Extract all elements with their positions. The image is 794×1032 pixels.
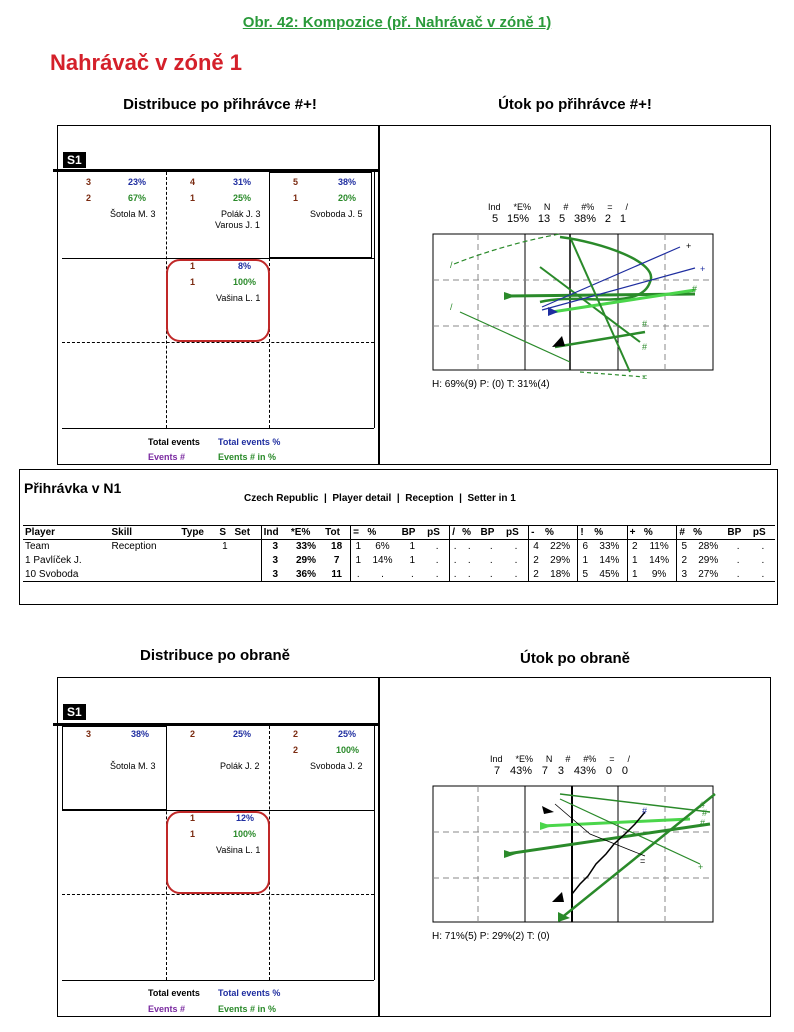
table-cell: 1 bbox=[351, 554, 366, 568]
legend2-total-events-pct: Total events % bbox=[218, 988, 281, 998]
attack2-h-e: *E% bbox=[515, 754, 533, 764]
d2-zone4-players: Šotola M. 3 bbox=[110, 761, 156, 771]
attack-panel-2 bbox=[379, 677, 771, 1017]
attack1-h-ind: Ind bbox=[488, 202, 501, 212]
svg-text:+: + bbox=[698, 862, 704, 872]
table-cell: 11 bbox=[323, 568, 351, 582]
reception-col-header: = bbox=[351, 526, 366, 540]
table-cell: 3 bbox=[261, 554, 289, 568]
table-cell: 11% bbox=[649, 541, 669, 553]
legend-events-num: Events # bbox=[148, 452, 186, 462]
table-cell bbox=[110, 568, 180, 582]
attack2-value-row bbox=[494, 765, 628, 777]
section-title-dist-defense: Distribuce po obraně bbox=[139, 647, 291, 664]
attack2-h-hashpct: #% bbox=[583, 754, 597, 764]
table-cell: Reception bbox=[111, 541, 157, 553]
table-cell: . bbox=[489, 541, 493, 553]
zone4-players: Šotola M. 3 bbox=[110, 209, 156, 219]
table-cell: . bbox=[435, 541, 439, 553]
d2-zone3-players: Polák J. 2 bbox=[220, 761, 260, 771]
reception-col-header: % bbox=[365, 526, 399, 540]
table-cell: 3 bbox=[261, 540, 289, 554]
reception-col-header: - bbox=[529, 526, 543, 540]
court-end-line bbox=[62, 428, 374, 429]
table-cell bbox=[233, 554, 262, 568]
table-cell: . bbox=[365, 568, 399, 582]
table-cell: . bbox=[460, 568, 478, 582]
svg-text:#: # bbox=[642, 806, 648, 816]
reception-header-row bbox=[23, 526, 775, 540]
table-cell: 5 bbox=[677, 540, 691, 554]
d2-zone6-count: 1 bbox=[190, 813, 196, 823]
zone6-count: 1 bbox=[190, 261, 196, 271]
table-cell: . bbox=[761, 555, 765, 566]
table-cell: 2 bbox=[677, 554, 691, 568]
distribution-panel-2 bbox=[57, 677, 379, 1017]
table-cell: Team bbox=[25, 541, 50, 553]
table-cell: 29% bbox=[698, 555, 719, 566]
table-cell: . bbox=[450, 554, 460, 568]
attack1-v-eq: 2 bbox=[604, 213, 611, 225]
table-cell: 33% bbox=[295, 541, 316, 553]
zone3-count2: 1 bbox=[190, 193, 196, 203]
d2-zone4-count: 3 bbox=[86, 729, 92, 739]
attack1-v-e: 15% bbox=[506, 213, 530, 225]
table-cell: . bbox=[751, 568, 775, 582]
attack2-v-eq: 0 bbox=[605, 765, 612, 777]
table-cell: . bbox=[504, 568, 529, 582]
legend2-events-num-pct: Events # in % bbox=[218, 1004, 277, 1014]
table-cell: 9% bbox=[642, 568, 677, 582]
attack1-v-ind: 5 bbox=[492, 213, 499, 225]
table-cell bbox=[179, 568, 217, 582]
attack-panel-1 bbox=[379, 125, 771, 465]
filter-team: Czech Republic bbox=[244, 493, 319, 504]
court-divider-h-2 bbox=[62, 894, 374, 895]
table-cell: 1 bbox=[409, 541, 416, 553]
table-cell: 14% bbox=[649, 555, 670, 566]
zone6-players: Vašina L. 1 bbox=[216, 293, 261, 303]
filter-skill: Reception bbox=[405, 493, 454, 504]
table-cell: 3 bbox=[677, 568, 691, 582]
reception-col-header: BP bbox=[400, 526, 426, 540]
svg-text:=: = bbox=[640, 856, 646, 866]
d2-zone3-count: 2 bbox=[190, 729, 196, 739]
attack2-footer: H: 71%(5) P: 29%(2) T: (0) bbox=[432, 931, 550, 942]
zone4-pct2: 67% bbox=[128, 193, 147, 203]
court-end-line-2 bbox=[62, 980, 374, 981]
table-cell: 10 Svoboda bbox=[23, 568, 110, 582]
reception-col-header: Type bbox=[179, 526, 217, 540]
table-cell bbox=[217, 568, 232, 582]
attack1-h-slash: / bbox=[625, 202, 628, 212]
reception-col-header: / bbox=[450, 526, 460, 540]
table-cell: 2 bbox=[529, 568, 543, 582]
reception-col-header: ! bbox=[578, 526, 592, 540]
attack2-v-ind: 7 bbox=[494, 765, 501, 777]
table-cell: . bbox=[435, 555, 439, 566]
reception-col-header: Tot bbox=[323, 526, 351, 540]
d2-zone6-pct: 12% bbox=[236, 813, 255, 823]
reception-table bbox=[23, 525, 775, 582]
attack1-v-hashpct: 38% bbox=[573, 213, 596, 225]
reception-col-header: % bbox=[642, 526, 677, 540]
table-cell: . bbox=[736, 555, 740, 566]
table-cell: 2 bbox=[627, 540, 642, 554]
attack2-v-slash: 0 bbox=[621, 765, 628, 777]
table-cell: . bbox=[489, 555, 493, 566]
court-side-line-2 bbox=[374, 726, 375, 980]
table-cell: 14% bbox=[372, 555, 393, 566]
d2-zone4-pct: 38% bbox=[131, 729, 150, 739]
attack1-h-e: *E% bbox=[513, 202, 531, 212]
d2-zone2-pct: 25% bbox=[338, 729, 357, 739]
reception-col-header: BP bbox=[725, 526, 751, 540]
table-cell: 1 bbox=[351, 540, 366, 554]
section-title-attack-defense: Útok po obraně bbox=[519, 650, 630, 667]
d2-zone2-players: Svoboda J. 2 bbox=[310, 761, 363, 771]
table-cell bbox=[179, 540, 217, 554]
attack1-header-row bbox=[488, 202, 628, 212]
svg-text:#: # bbox=[700, 800, 706, 810]
table-cell: 18 bbox=[331, 541, 343, 553]
table-cell: 6% bbox=[375, 541, 390, 553]
zone2-pct2: 20% bbox=[338, 193, 357, 203]
reception-col-header: % bbox=[460, 526, 478, 540]
table-cell: . bbox=[761, 541, 765, 553]
zone2-count: 5 bbox=[293, 177, 299, 187]
table-cell: . bbox=[514, 541, 518, 553]
reception-col-header: pS bbox=[751, 526, 775, 540]
reception-col-header: # bbox=[677, 526, 691, 540]
table-cell: 1 bbox=[627, 568, 642, 582]
table-cell bbox=[217, 554, 232, 568]
reception-col-header: *E% bbox=[289, 526, 323, 540]
table-cell: 36% bbox=[289, 568, 323, 582]
attack1-footer: H: 69%(9) P: (0) T: 31%(4) bbox=[432, 379, 550, 390]
reception-col-header: Player bbox=[23, 526, 110, 540]
zone3-pct2: 25% bbox=[233, 193, 252, 203]
svg-text:/: / bbox=[450, 302, 453, 312]
table-cell: 4 bbox=[529, 540, 543, 554]
zone2-pct: 38% bbox=[338, 177, 357, 187]
d2-zone3-pct: 25% bbox=[233, 729, 252, 739]
table-cell: 28% bbox=[698, 541, 719, 553]
attack2-h-n: N bbox=[545, 754, 553, 764]
attack1-h-hash: # bbox=[563, 202, 569, 212]
attack2-v-e: 43% bbox=[510, 765, 533, 777]
table-cell: 6 bbox=[578, 540, 592, 554]
table-cell bbox=[233, 568, 262, 582]
reception-col-header: BP bbox=[478, 526, 504, 540]
attack2-h-eq: = bbox=[609, 754, 615, 764]
legend-events-num-pct: Events # in % bbox=[218, 452, 277, 462]
reception-report bbox=[19, 469, 778, 605]
section-title-dist-setter: Distribuce po přihrávce #+! bbox=[123, 96, 317, 113]
zone4-count: 3 bbox=[86, 177, 92, 187]
table-cell: . bbox=[467, 555, 471, 566]
svg-text:+: + bbox=[700, 264, 706, 274]
table-cell: . bbox=[425, 568, 450, 582]
attack1-v-n: 13 bbox=[537, 213, 551, 225]
zone2-count2: 1 bbox=[293, 193, 299, 203]
legend2-total-events: Total events bbox=[148, 988, 200, 998]
table-cell bbox=[179, 554, 217, 568]
zone3-players2: Varous J. 1 bbox=[215, 220, 260, 230]
page-heading: Nahrávač v zóně 1 bbox=[50, 50, 242, 75]
attack2-h-slash: / bbox=[627, 754, 630, 764]
attack2-v-n: 7 bbox=[541, 765, 549, 777]
reception-col-header: Set bbox=[233, 526, 262, 540]
reception-col-header: pS bbox=[504, 526, 529, 540]
reception-col-header: % bbox=[691, 526, 725, 540]
svg-text:/: / bbox=[450, 260, 453, 270]
attack1-court-diagram bbox=[430, 232, 750, 387]
table-cell: 1 bbox=[627, 554, 642, 568]
legend-total-events: Total events bbox=[148, 437, 200, 447]
court-divider-h bbox=[62, 342, 374, 343]
attack1-v-hash: 5 bbox=[558, 213, 566, 225]
svg-text:=: = bbox=[642, 372, 648, 382]
table-cell: . bbox=[400, 568, 426, 582]
table-cell: 18% bbox=[543, 568, 578, 582]
table-cell: . bbox=[450, 568, 460, 582]
svg-text:#: # bbox=[692, 284, 698, 294]
svg-text:#: # bbox=[642, 342, 648, 352]
table-cell: 27% bbox=[691, 568, 725, 582]
zone2-players: Svoboda J. 5 bbox=[310, 209, 363, 219]
section-title-attack-setter: Útok po přihrávce #+! bbox=[498, 96, 652, 113]
svg-text:#: # bbox=[700, 818, 706, 828]
attack1-h-n: N bbox=[543, 202, 551, 212]
table-cell: . bbox=[351, 568, 366, 582]
table-cell: 5 bbox=[578, 568, 592, 582]
zone4-pct: 23% bbox=[128, 177, 147, 187]
zone6-pct2: 100% bbox=[233, 277, 257, 287]
s1-label-2: S1 bbox=[63, 704, 86, 720]
attack2-v-hash: 3 bbox=[557, 765, 565, 777]
zone3-players: Polák J. 3 bbox=[221, 209, 261, 219]
zone4-count2: 2 bbox=[86, 193, 92, 203]
table-row bbox=[23, 568, 775, 582]
zone3-pct: 31% bbox=[233, 177, 252, 187]
figure-caption: Obr. 42: Kompozice (př. Nahrávač v zóně 1) bbox=[242, 14, 552, 31]
table-row bbox=[23, 540, 775, 554]
reception-col-header: Ind bbox=[261, 526, 289, 540]
table-cell: 1 bbox=[578, 554, 592, 568]
d2-zone6-pct2: 100% bbox=[233, 829, 257, 839]
attack1-h-hashpct: #% bbox=[581, 202, 595, 212]
table-cell: 22% bbox=[550, 541, 571, 553]
attack2-court-diagram bbox=[430, 784, 750, 934]
table-cell: . bbox=[514, 555, 518, 566]
d2-zone2-count: 2 bbox=[293, 729, 299, 739]
table-cell: . bbox=[450, 540, 460, 554]
d2-zone2-pct2: 100% bbox=[336, 745, 360, 755]
reception-title: Přihrávka v N1 bbox=[24, 480, 122, 496]
d2-zone2-count2: 2 bbox=[293, 745, 299, 755]
d2-zone6-players: Vašina L. 1 bbox=[216, 845, 261, 855]
reception-col-header: % bbox=[543, 526, 578, 540]
attack2-header-row bbox=[490, 754, 630, 764]
attack2-h-ind: Ind bbox=[490, 754, 503, 764]
attack2-v-hashpct: 43% bbox=[573, 765, 596, 777]
reception-col-header: % bbox=[592, 526, 627, 540]
filter-detail: Player detail bbox=[332, 493, 392, 504]
table-cell: 1 bbox=[409, 555, 416, 566]
svg-text:+: + bbox=[686, 241, 692, 251]
table-cell: . bbox=[725, 568, 751, 582]
zone6-pct: 8% bbox=[238, 261, 252, 271]
table-cell: 29% bbox=[550, 555, 571, 566]
d2-zone6-count2: 1 bbox=[190, 829, 196, 839]
table-cell: . bbox=[467, 541, 471, 553]
reception-col-header: S bbox=[217, 526, 232, 540]
table-cell: 33% bbox=[599, 541, 620, 553]
table-cell: 3 bbox=[261, 568, 289, 582]
reception-col-header: + bbox=[627, 526, 642, 540]
table-row bbox=[23, 554, 775, 568]
court-side-line bbox=[374, 172, 375, 428]
table-cell: . bbox=[736, 541, 740, 553]
reception-col-header: pS bbox=[425, 526, 450, 540]
filter-setter: Setter in 1 bbox=[467, 493, 516, 504]
legend-total-events-pct: Total events % bbox=[218, 437, 281, 447]
table-cell bbox=[233, 540, 262, 554]
svg-text:#: # bbox=[702, 808, 708, 818]
table-cell: 14% bbox=[599, 555, 620, 566]
distribution-panel-1 bbox=[57, 125, 379, 465]
attack2-h-hash: # bbox=[565, 754, 571, 764]
table-cell: 7 bbox=[333, 555, 340, 566]
zone6-count2: 1 bbox=[190, 277, 196, 287]
table-cell: . bbox=[478, 568, 504, 582]
legend2-events-num: Events # bbox=[148, 1004, 186, 1014]
attack1-h-eq: = bbox=[607, 202, 613, 212]
table-cell: 1 bbox=[222, 541, 228, 553]
reception-col-header: Skill bbox=[110, 526, 180, 540]
reception-filters: Czech Republic | Player detail | Reception | Setter in 1 bbox=[244, 493, 516, 504]
table-cell: 2 bbox=[529, 554, 543, 568]
svg-text:#: # bbox=[642, 319, 648, 329]
table-cell: 45% bbox=[592, 568, 627, 582]
table-cell: 29% bbox=[295, 555, 316, 566]
attack1-v-slash: 1 bbox=[619, 213, 626, 225]
attack1-value-row bbox=[492, 213, 626, 225]
s1-label: S1 bbox=[63, 152, 86, 168]
table-cell bbox=[110, 554, 180, 568]
table-cell: 1 Pavlíček J. bbox=[25, 555, 82, 566]
zone3-count: 4 bbox=[190, 177, 196, 187]
